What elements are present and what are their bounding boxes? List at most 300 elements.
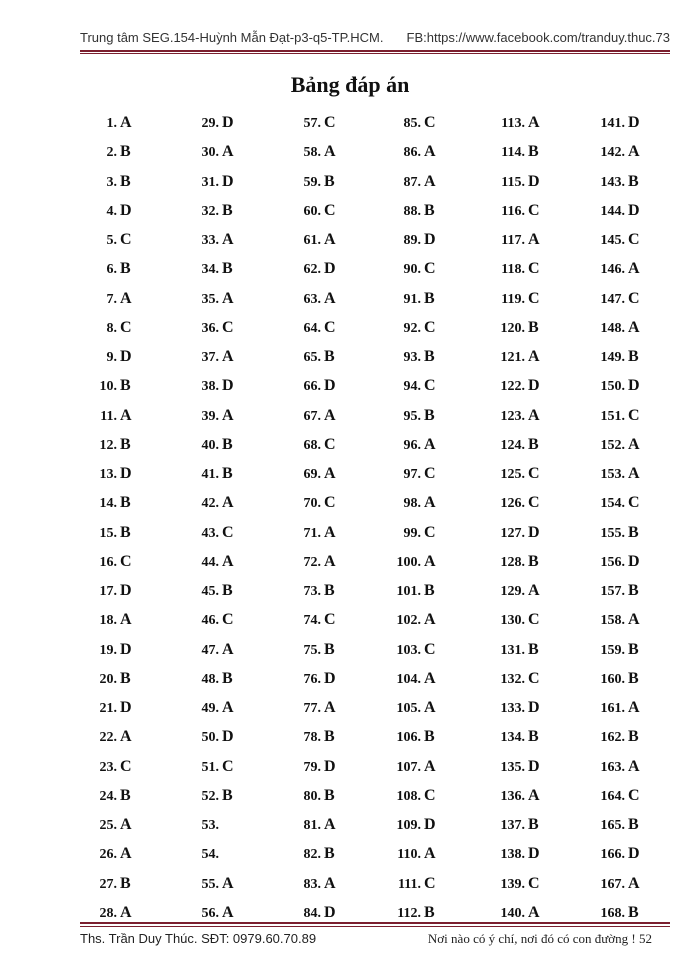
answer-item [202,612,234,629]
answer-item [100,759,132,776]
answer-item [304,846,335,863]
answer-letter: D [120,201,132,219]
answer-item [100,846,132,863]
answer-letter: B [528,640,539,658]
answer-letter: C [120,231,132,248]
answer-item [202,466,233,483]
answer-letter: A [222,231,234,248]
answer-letter: A [528,406,540,424]
question-number: 106. [396,730,421,746]
answer-letter: A [528,786,540,804]
answer-item [404,261,436,278]
answer-item [397,642,436,659]
answer-item [404,349,435,366]
question-number: 69. [303,467,321,482]
header-facebook-link[interactable]: FB:https://www.facebook.com/tranduy.thuc.73 [406,30,670,45]
answer-item [501,729,539,746]
answer-item [304,759,336,776]
question-number: 114. [501,145,525,161]
question-number: 24. [99,788,117,804]
answer-letter: C [222,611,234,629]
answer-letter: D [324,669,336,687]
answer-item [397,788,436,805]
answer-letter: B [424,289,435,307]
question-number: 124. [500,437,525,453]
answer-item [100,554,132,571]
answer-item [601,905,639,922]
answer-item [501,144,538,161]
answer-letter: C [628,494,640,512]
answer-item [100,729,132,746]
answer-item [397,846,435,863]
answer-letter: A [324,699,336,716]
answer-item [304,583,335,600]
answer-letter: C [324,114,336,131]
question-number: 138. [500,847,525,863]
answer-letter: B [628,816,639,833]
answer-letter: D [324,757,336,775]
answer-letter: D [528,172,540,190]
answer-letter: D [222,377,234,395]
answer-letter: A [628,143,640,161]
answer-letter: A [528,582,540,599]
answer-letter: A [324,143,336,161]
answer-item [107,144,131,161]
answer-item [397,759,436,776]
question-number: 129. [500,584,525,599]
answer-item [100,408,131,425]
answer-letter: C [528,611,540,629]
question-number: 94. [403,379,421,395]
answer-item [601,174,639,191]
answer-item [601,700,640,717]
answer-item [107,203,132,220]
answer-item [601,144,640,161]
answer-item [501,466,540,483]
answer-item [304,817,336,834]
answer-item [107,291,132,308]
answer-item [100,905,132,922]
question-number: 82. [303,847,321,863]
answer-item [501,905,540,922]
question-number: 86. [403,145,421,161]
question-number: 14. [99,496,117,512]
question-number: 61. [303,233,321,248]
question-number: 39. [201,408,219,424]
answer-letter: A [628,435,640,453]
answer-item [202,905,234,922]
answer-letter: A [120,406,132,424]
answer-letter: C [222,318,234,336]
question-number: 78. [303,730,321,746]
question-number: 87. [403,174,421,190]
question-number: 90. [403,262,421,278]
question-number: 162. [600,730,625,746]
question-number: 143. [600,174,625,190]
question-number: 128. [500,554,525,570]
question-number: 70. [303,496,321,512]
answer-item [304,729,335,746]
question-number: 120. [500,320,525,336]
answer-letter: A [222,640,234,658]
answer-letter: C [120,757,132,775]
answer-letter: B [222,465,233,482]
question-number: 37. [201,350,219,365]
answer-item [202,876,234,893]
answer-item [304,437,336,454]
answer-item [202,437,233,454]
question-number: 113. [501,116,525,131]
answer-item [501,554,539,571]
question-number: 9. [106,350,117,365]
answer-item [304,261,336,278]
question-number: 157. [600,584,625,599]
question-number: 74. [303,613,321,629]
question-number: 45. [201,584,219,599]
answer-letter: C [424,786,436,804]
question-number: 104. [396,671,421,687]
answer-item [501,495,540,512]
answer-letter: A [628,699,640,716]
answer-letter: C [424,114,436,131]
answer-item [501,203,539,220]
question-number: 65. [303,350,321,365]
answer-item [304,174,335,191]
answer-item [107,261,131,278]
answer-item [304,525,336,542]
question-number: 47. [201,642,219,658]
answer-letter: D [324,903,336,921]
answer-item [202,759,234,776]
answer-item [202,671,233,688]
answer-item [100,876,131,893]
question-number: 84. [303,905,321,921]
answer-letter: B [120,260,131,278]
question-number: 79. [303,759,321,775]
answer-letter: B [628,903,639,921]
question-number: 29. [201,116,219,131]
answer-item [601,846,640,863]
question-number: 12. [99,437,117,453]
answer-letter: B [528,143,539,161]
question-number: 132. [500,671,525,687]
question-number: 18. [99,613,117,629]
question-number: 2. [106,145,117,161]
answer-letter: A [324,552,336,570]
question-number: 40. [201,437,219,453]
question-number: 41. [201,467,219,482]
answer-letter: B [120,874,131,892]
question-number: 59. [303,174,321,190]
answer-item [601,291,640,308]
answer-letter: A [424,552,436,570]
answer-item [601,583,639,600]
answer-letter: A [222,552,234,570]
question-number: 64. [303,320,321,336]
answer-letter: B [424,728,435,746]
answer-letter: A [424,143,436,161]
answer-item [202,144,234,161]
question-number: 93. [403,350,421,365]
answer-item [501,291,539,308]
answer-letter: A [324,465,336,482]
question-number: 53. [201,818,219,833]
answer-letter: A [324,406,336,424]
answer-letter: B [222,582,233,599]
answer-item [202,320,234,337]
answer-item [304,905,336,922]
answer-letter: A [528,231,540,248]
question-number: 127. [500,525,525,541]
footer-author: Ths. Trần Duy Thúc. SĐT: 0979.60.70.89 [80,931,317,946]
answer-item [202,583,233,600]
answer-letter: A [424,172,436,190]
question-number: 165. [600,818,625,833]
answer-item [397,817,436,834]
answer-item [501,261,539,278]
answer-letter: B [222,260,233,278]
answer-item [304,788,335,805]
question-number: 109. [396,818,421,833]
page-footer [80,931,652,951]
answer-letter: C [528,465,540,482]
question-number: 92. [403,320,421,336]
question-number: 167. [600,876,625,892]
answer-item [202,846,223,863]
answer-item [601,378,640,395]
answer-item [304,144,336,161]
question-number: 44. [201,554,219,570]
header-center-info: Trung tâm SEG.154-Huỳnh Mẫn Đạt-p3-q5-TP.HCM. [80,30,384,45]
question-number: 51. [201,759,219,775]
question-number: 95. [403,408,421,424]
answer-item [501,788,540,805]
answer-letter: B [424,903,435,921]
answer-letter: A [222,903,234,921]
answer-item [304,232,336,249]
answer-item [501,700,540,717]
answer-letter: A [528,903,540,921]
question-number: 72. [303,554,321,570]
answer-item [601,232,640,249]
answer-item [501,378,540,395]
answer-item [601,320,640,337]
question-number: 140. [500,905,525,921]
answer-letter: C [424,874,436,892]
question-number: 102. [396,613,421,629]
answer-letter: D [120,699,132,716]
question-number: 16. [99,554,117,570]
answer-letter: D [628,201,640,219]
answer-letter: B [324,728,335,746]
answer-letter: B [120,377,131,395]
question-number: 23. [99,759,117,775]
answer-letter: D [628,114,640,131]
answer-item [601,642,639,659]
answer-item [304,642,335,659]
answer-letter: B [120,494,131,512]
answer-item [397,729,435,746]
question-number: 15. [99,525,117,541]
question-number: 149. [600,350,625,365]
answer-item [202,174,234,191]
answer-item [601,261,640,278]
answer-letter: B [222,786,233,804]
answer-letter: B [120,143,131,161]
question-number: 152. [600,437,625,453]
answer-letter: C [222,523,234,541]
answer-letter: A [324,523,336,541]
question-number: 88. [403,203,421,219]
question-number: 105. [396,701,421,716]
footer-rule-thick [80,922,670,924]
question-number: 145. [600,233,625,248]
question-number: 22. [99,730,117,746]
answer-item [501,525,540,542]
question-number: 123. [500,408,525,424]
answer-letter: D [222,114,234,131]
answer-item [404,378,436,395]
answer-letter: B [528,435,539,453]
question-number: 58. [303,145,321,161]
answer-item [202,291,234,308]
answer-item [601,349,639,366]
answer-letter: A [628,260,640,278]
question-number: 5. [106,233,117,248]
question-number: 110. [397,847,421,863]
question-number: 56. [201,905,219,921]
answer-letter: B [222,201,233,219]
answer-letter: A [120,728,132,746]
question-number: 77. [303,701,321,716]
question-number: 26. [99,847,117,863]
question-number: 62. [303,262,321,278]
question-number: 164. [600,788,625,804]
answer-item [404,437,436,454]
answer-item [304,671,336,688]
answer-letter: A [324,816,336,833]
answer-item [601,788,640,805]
question-number: 133. [500,701,525,716]
answer-letter: A [222,143,234,161]
answer-letter: A [528,114,540,131]
answer-letter: C [324,201,336,219]
question-number: 168. [600,905,625,921]
answer-letter: A [324,874,336,892]
question-number: 125. [500,467,525,482]
question-number: 35. [201,291,219,307]
answer-item [601,612,640,629]
answer-item [304,466,336,483]
question-number: 163. [600,759,625,775]
question-number: 155. [600,525,625,541]
question-number: 17. [99,584,117,599]
answer-item [304,203,336,220]
answer-letter: B [222,669,233,687]
answer-item [100,495,131,512]
answer-item [202,642,234,659]
question-number: 151. [600,408,625,424]
answer-item [304,700,336,717]
answer-item [202,817,223,834]
answer-letter: C [528,201,540,219]
question-number: 6. [106,262,117,278]
answer-item [202,525,234,542]
answer-item [397,583,435,600]
answer-item [202,788,233,805]
answer-letter: C [324,494,336,512]
answer-item [202,495,234,512]
question-number: 130. [500,613,525,629]
question-number: 42. [201,496,219,512]
answer-letter: D [120,465,132,482]
answer-item [501,174,539,191]
answer-letter: A [424,699,436,716]
question-number: 107. [396,759,421,775]
question-number: 112. [397,905,421,921]
question-number: 115. [501,174,525,190]
question-number: 38. [201,379,219,395]
answer-letter: D [528,377,540,395]
answer-letter: A [120,611,132,629]
question-number: 71. [303,525,321,541]
answer-item [404,115,436,132]
question-number: 1. [106,116,117,131]
answer-item [601,115,640,132]
answer-item [601,466,640,483]
answer-letter: A [628,318,640,336]
answer-item [501,671,540,688]
answer-item [304,320,336,337]
answer-item [100,788,131,805]
question-number: 73. [303,584,321,599]
answer-item [100,583,132,600]
answer-letter: A [424,611,436,629]
answer-letter: C [628,406,640,424]
answer-letter: B [120,435,131,453]
answer-letter: C [424,260,436,278]
answer-letter: B [120,669,131,687]
answer-letter: B [120,172,131,190]
answer-item [601,495,640,512]
answer-item [202,700,234,717]
answer-letter: C [324,611,336,629]
answer-item [601,408,640,425]
answer-item [501,846,540,863]
answer-item [107,232,132,249]
question-number: 141. [600,116,625,131]
question-number: 32. [201,203,219,219]
answer-item [404,408,435,425]
answer-letter: B [424,582,435,599]
answer-item [501,612,540,629]
answer-letter: A [528,348,540,365]
answer-letter: A [120,845,132,863]
question-number: 21. [99,701,117,716]
answer-letter: C [528,494,540,512]
question-number: 55. [201,876,219,892]
answer-letter: A [120,114,132,131]
answer-letter: B [628,523,639,541]
question-number: 89. [403,233,421,248]
answer-item [304,378,336,395]
question-number: 28. [99,905,117,921]
question-number: 135. [500,759,525,775]
answer-letter: A [120,816,132,833]
question-number: 144. [600,203,625,219]
answer-item [107,320,132,337]
answer-letter: B [120,786,131,804]
